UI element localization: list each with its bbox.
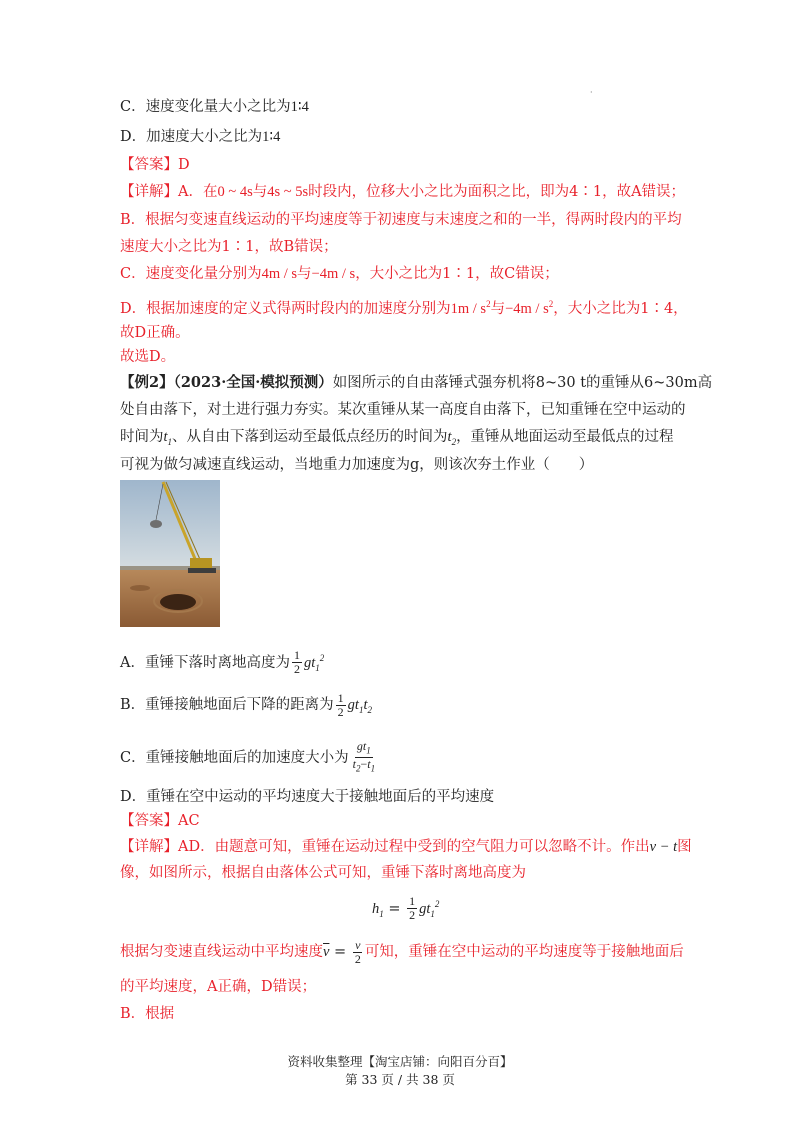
frac-gt1-over-diff xyxy=(351,740,377,776)
detail-2-line2: 像，如图所示，根据自由落体公式可知，重锤下落时离地高度为 xyxy=(120,865,526,881)
detail-2-line5: B．根据 xyxy=(120,1006,175,1022)
g-symbol: g xyxy=(419,900,427,917)
example-2-line3 xyxy=(120,426,674,453)
vt-symbol: v − t xyxy=(649,839,678,855)
detail-a-range2: 4s ~ 5s xyxy=(267,184,309,200)
option-c-text: C．速度变化量大小之比为 xyxy=(120,99,291,115)
crane-photo xyxy=(120,480,220,627)
detail2-line3-pre: 根据匀变速直线运动中平均速度 xyxy=(120,944,323,960)
t-symbol: t xyxy=(367,757,371,772)
sup-2: 2 xyxy=(319,653,325,663)
option-c xyxy=(120,740,379,776)
footer-page-number: 第 33 页 / 共 38 页 xyxy=(345,1072,455,1087)
detail-a-mid: 与 xyxy=(252,184,268,200)
example-source: （2023·全国·模拟预测） xyxy=(173,374,333,391)
sup-2: 2 xyxy=(434,899,440,909)
example-label: 【例2】 xyxy=(120,374,174,391)
t-symbol: t xyxy=(311,654,316,671)
sub-1: 1 xyxy=(366,745,371,756)
option-b-text: B．重锤接触地面后下降的距离为 xyxy=(120,697,334,713)
example-2-line2: 处自由落下，对土进行强力夯实。某次重锤从某一高度自由落下，已知重锤在空中运动的 xyxy=(120,402,686,418)
detail-1-d2: 故D正确。 xyxy=(120,325,190,341)
vbar-symbol: $\overline{v}$ xyxy=(323,944,330,960)
detail-label: 【详解】 xyxy=(120,184,178,200)
sub-1: 1 xyxy=(379,908,384,919)
frac-num: 1 xyxy=(337,690,344,705)
sub-2: 2 xyxy=(367,704,372,715)
detail-d-a1-text: 1m / s xyxy=(450,300,487,317)
sub-1: 1 xyxy=(370,763,376,774)
t1-sub: 1 xyxy=(167,436,173,447)
option-d: D．重锤在空中运动的平均速度大于接触地面后的平均速度 xyxy=(120,789,495,805)
detail-c-v2: −4m / s xyxy=(311,266,356,282)
detail-1-b2: 速度大小之比为1∶1，故B错误； xyxy=(120,239,338,255)
option-d-text: D．加速度大小之比为 xyxy=(120,129,263,145)
option-c-text2: C．重锤接触地面后的加速度大小为 xyxy=(120,749,349,766)
example-2-line4: 可视为做匀减速直线运动，当地重力加速度为g，则该次夯土作业（ ） xyxy=(120,457,594,473)
answer-value: D xyxy=(178,157,190,173)
option-a-text: A．重锤下落时离地高度为 xyxy=(120,654,290,671)
detail2-line3-post: 可知，重锤在空中运动的平均速度等于接触地面后 xyxy=(364,944,684,960)
example-line3-post: ，重锤从地面运动至最低点的过程 xyxy=(456,429,674,445)
answer-1 xyxy=(120,154,190,176)
equals-sign: = xyxy=(388,900,401,917)
detail-2-line4: 的平均速度，A正确，D错误； xyxy=(120,979,317,995)
option-a xyxy=(120,643,324,683)
detail-a-range1: 0 ~ 4s xyxy=(217,184,253,200)
detail-a-post: 时段内，位移大小之比为面积之比，即为4∶1，故A错误； xyxy=(308,184,686,200)
frac-v-over-2 xyxy=(353,939,363,966)
t-symbol: t xyxy=(354,697,359,713)
detail-d-post: ，大小之比为1∶4， xyxy=(553,300,688,317)
t2-symbol xyxy=(448,429,457,445)
frac-den: 2 xyxy=(354,951,361,966)
t2-sub: 2 xyxy=(451,436,457,447)
g-symbol: g xyxy=(347,697,355,713)
example-line3-mid: 、从自由下落到运动至最低点经历的时间为 xyxy=(172,429,448,445)
frac-den: 2 xyxy=(409,908,416,923)
detail-1-a xyxy=(120,181,685,203)
detail-1-b1: B．根据匀变速直线运动的平均速度等于初速度与末速度之和的一半，得两时段内的平均 xyxy=(120,212,682,228)
example-line3-pre: 时间为 xyxy=(120,429,164,445)
t-symbol: t xyxy=(426,900,431,917)
option-d-prev xyxy=(120,126,280,148)
option-c-prev xyxy=(120,96,309,118)
option-b xyxy=(120,690,372,725)
g-t1-t2 xyxy=(348,697,372,713)
answer-value: AC xyxy=(178,813,200,829)
frac-half-a xyxy=(292,649,302,676)
frac-den: 2 xyxy=(337,704,344,719)
detail-1-d xyxy=(120,293,688,320)
h-symbol: h xyxy=(372,900,380,917)
t-symbol: t xyxy=(352,757,356,772)
g-symbol: g xyxy=(356,739,363,753)
detail-c-mid: 与 xyxy=(297,266,312,282)
detail-d-a1: $1m / s^2$ xyxy=(450,299,491,317)
stray-dot: · xyxy=(590,88,593,97)
example-2-line1 xyxy=(120,372,712,394)
frac-half-eq xyxy=(407,895,417,922)
frac-num-gt1 xyxy=(355,740,373,758)
t-symbol: t xyxy=(362,739,367,753)
detail-d-a2: $-4m / s^2$ xyxy=(505,299,554,317)
frac-den-diff xyxy=(351,758,377,775)
detail-c-post: ，大小之比为1∶1，故C错误； xyxy=(355,266,559,282)
detail-2-line1 xyxy=(120,836,692,858)
frac-half-b xyxy=(336,692,346,719)
t2-letter: t xyxy=(447,429,452,445)
g-t1-squared-eq xyxy=(419,901,439,917)
option-c-ratio: 1∶4 xyxy=(290,99,309,115)
detail-d-mid: 与 xyxy=(490,300,506,317)
frac-den: 2 xyxy=(293,662,300,677)
detail-c-v1: 4m / s xyxy=(261,266,298,282)
minus-sign: − xyxy=(360,757,368,772)
sub-1: 1 xyxy=(358,704,364,715)
option-d-ratio: 1∶4 xyxy=(262,129,281,145)
detail-d-pre: D．根据加速度的定义式得两时段内的加速度分别为 xyxy=(120,300,451,317)
sub-1: 1 xyxy=(430,908,435,919)
answer-label: 【答案】 xyxy=(120,813,178,829)
frac-num-v: v xyxy=(355,937,361,952)
height-equation xyxy=(372,888,439,930)
detail-d-a2-text: −4m / s xyxy=(505,300,549,317)
detail-2-line3: 根据匀变速直线运动中平均速度$\overline{v}$ = $\frac{v}{2}$ 可知，重锤在空中运动的平均速度等于接触地面后 xyxy=(120,937,684,966)
t-symbol: t xyxy=(363,697,368,713)
detail-label: 【详解】 xyxy=(120,839,178,855)
detail2-line1-post: 图 xyxy=(677,839,692,855)
detail-a-pre: A．在 xyxy=(178,184,218,200)
g-t1-squared xyxy=(304,655,324,671)
footer-source: 资料收集整理【淘宝店铺：向阳百分百】 xyxy=(287,1054,513,1069)
answer-label: 【答案】 xyxy=(120,157,178,173)
t1-letter: t xyxy=(163,429,168,445)
t1-symbol xyxy=(164,429,173,445)
detail-1-c xyxy=(120,263,559,285)
sub-2: 2 xyxy=(355,763,361,774)
frac-num: 1 xyxy=(293,648,300,663)
h1-symbol xyxy=(372,901,384,917)
detail2-line1-text: AD．由题意可知，重锤在运动过程中受到的空气阻力可以忽略不计。作出 xyxy=(178,839,650,855)
detail-1-conclusion: 故选D。 xyxy=(120,349,176,365)
sub-1: 1 xyxy=(315,662,320,673)
answer-2 xyxy=(120,810,200,832)
detail-c-pre: C．速度变化量分别为 xyxy=(120,266,262,282)
example-line1-text: 如图所示的自由落锤式强夯机将8~30 t的重锤从6~30m高 xyxy=(332,375,713,391)
g-symbol: g xyxy=(303,654,312,671)
frac-num: 1 xyxy=(409,894,416,909)
